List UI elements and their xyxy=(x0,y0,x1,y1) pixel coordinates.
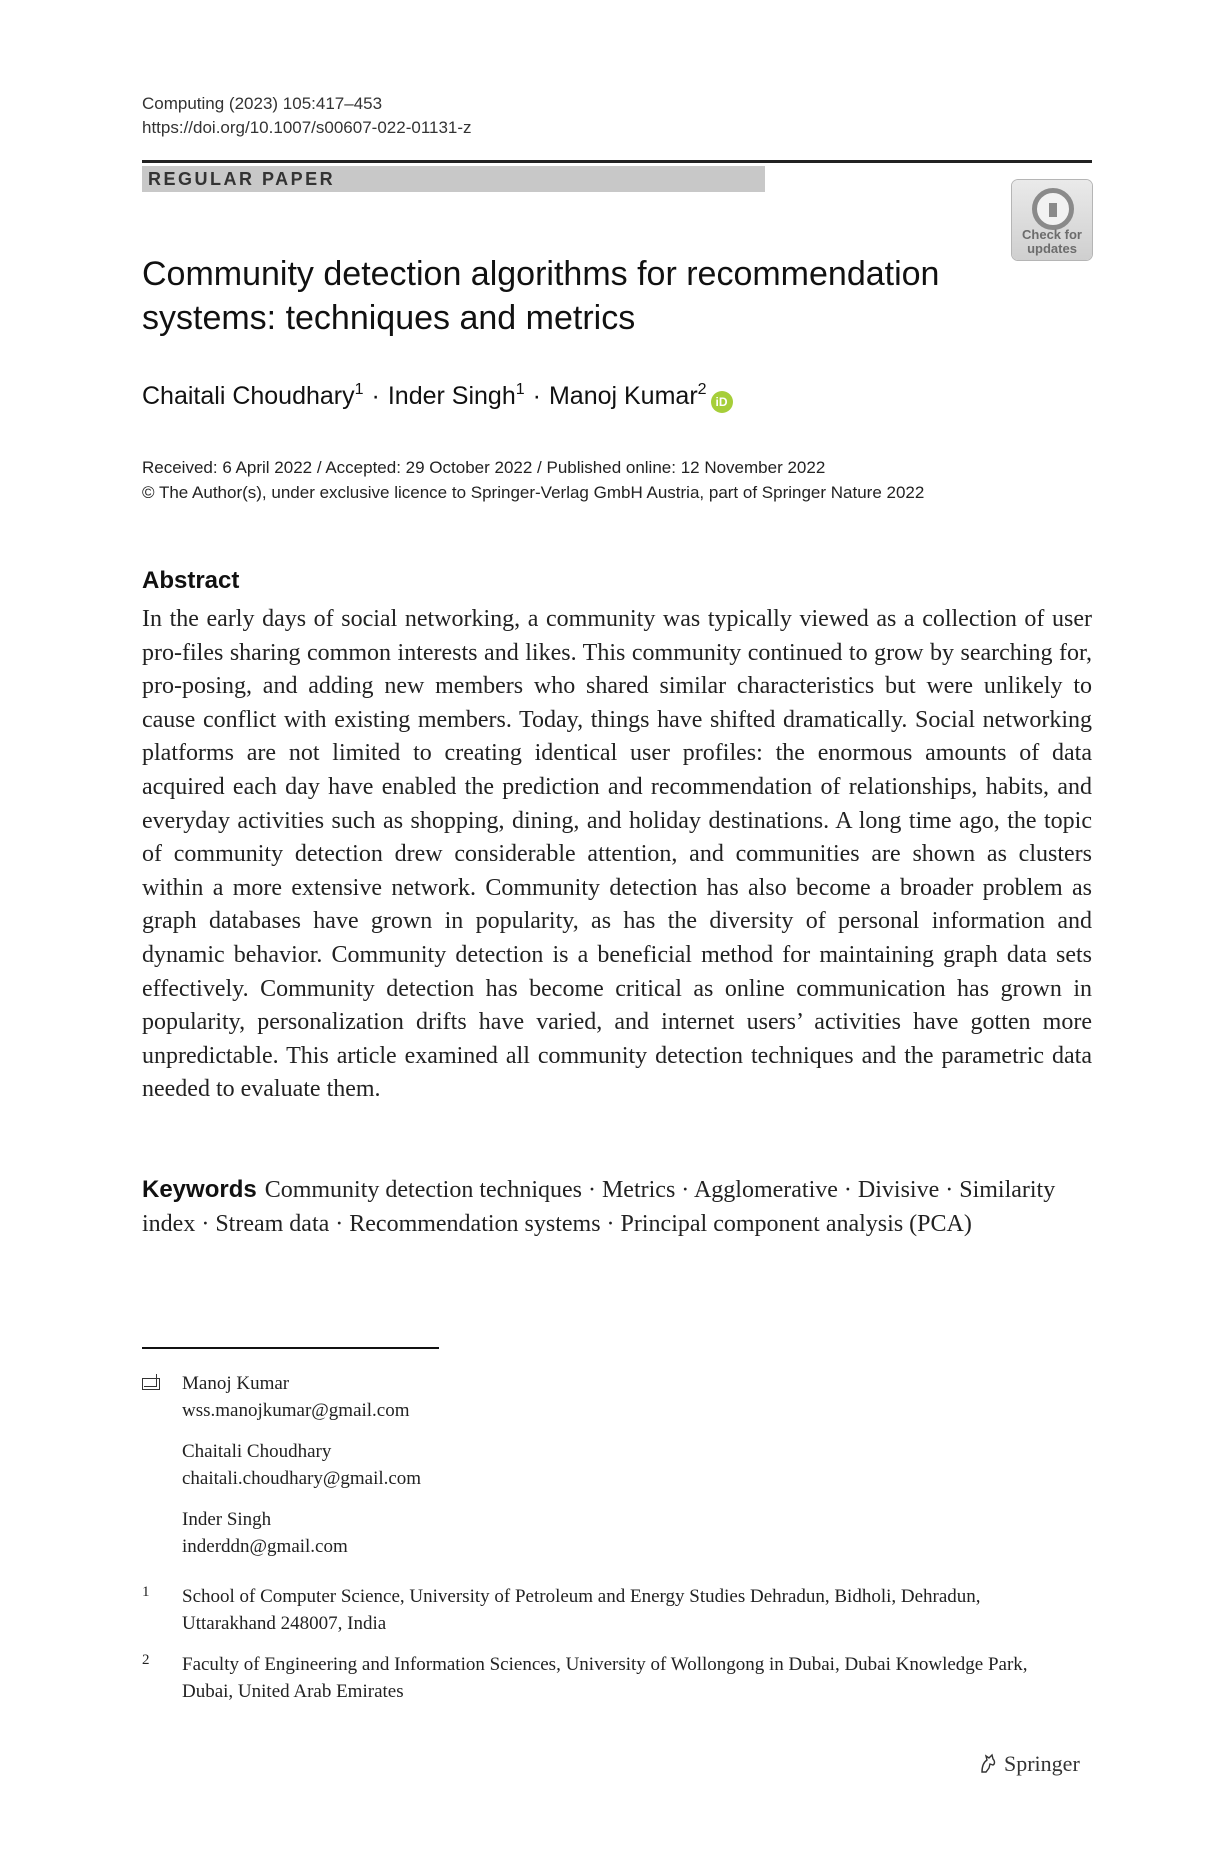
contact-email[interactable]: chaitali.choudhary@gmail.com xyxy=(182,1468,422,1489)
affiliation-text: Faculty of Engineering and Information Sciences, University of Wollongong in Dubai, Dubai Knowledge Park, Dubai, United Arab Emirates xyxy=(182,1654,1028,1702)
dates-line: Received: 6 April 2022 / Accepted: 29 October 2022 / Published online: 12 November 2022 xyxy=(142,458,826,477)
contact-entry xyxy=(182,1370,410,1424)
affiliation-number: 1 xyxy=(142,1584,150,1600)
check-updates-icon xyxy=(1032,188,1074,230)
contact-name: Inder Singh xyxy=(182,1509,272,1530)
keywords-section xyxy=(142,1173,1092,1241)
publisher-logo xyxy=(978,1751,1080,1777)
check-updates-label: Check for updates xyxy=(1022,227,1082,256)
header-rule xyxy=(142,160,1092,163)
affiliation-number: 2 xyxy=(142,1652,150,1668)
author-affiliation-mark: 1 xyxy=(354,381,364,398)
contact-email[interactable]: wss.manojkumar@gmail.com xyxy=(182,1400,410,1421)
contact-email[interactable]: inderddn@gmail.com xyxy=(182,1536,348,1557)
author-affiliation-mark: 1 xyxy=(515,381,525,398)
check-for-updates-badge[interactable] xyxy=(1012,180,1092,260)
author-name[interactable]: Chaitali Choudhary xyxy=(142,382,355,410)
contact-name: Chaitali Choudhary xyxy=(182,1441,332,1462)
journal-header xyxy=(142,92,472,140)
contact-name: Manoj Kumar xyxy=(182,1373,290,1394)
publisher-name: Springer xyxy=(1004,1751,1080,1776)
abstract-text: In the early days of social networking, a community was typically viewed as a collection of user pro-files sharing common interests and likes. This community continued to grow by searching for, pro-posing, and adding new members who shared similar characteristics but were unlikely to cause conflict with existing members. Today, things have shifted dramatically. Social networking platforms are not limited to creating identical user profiles: the enormous amounts of data acquired each day have enabled the prediction and recommendation of relationships, habits, and everyday activities such as shopping, dining, and holiday destinations. A long time ago, the topic of community detection drew considerable attention, and communities are shown as clusters within a more extensive network. Community detection has also become a broader problem as graph databases have grown in popularity, as has the diversity of personal information and dynamic behavior. Community detection is a beneficial method for maintaining graph data sets effectively. Community detection has become critical as online communication has grown in popularity, personalization drifts have varied, and internet users’ activities have gotten more unpredictable. This article examined all community detection techniques and the parametric data needed to evaluate them. xyxy=(142,606,1092,1103)
author-affiliation-mark: 2 xyxy=(697,381,707,398)
orcid-icon[interactable]: iD xyxy=(711,391,733,413)
author-name[interactable]: Manoj Kumar xyxy=(548,382,698,410)
paper-title: Community detection algorithms for recommendation systems: techniques and metrics xyxy=(142,255,940,337)
author-list: Chaitali Choudhary$^1$ · Inder Singh$^1$ · Manoj Kumar$^2$iD xyxy=(142,381,733,413)
footnote-rule xyxy=(142,1347,439,1349)
keywords-label: Keywords xyxy=(142,1176,257,1203)
contact-entry xyxy=(182,1506,348,1560)
author-name[interactable]: Inder Singh xyxy=(387,382,516,410)
journal-citation: Computing (2023) 105:417–453 xyxy=(142,94,383,113)
springer-horse-icon xyxy=(978,1752,998,1774)
article-type-banner xyxy=(142,166,765,192)
abstract-heading: Abstract xyxy=(142,567,240,594)
contact-entry xyxy=(182,1438,421,1492)
doi-link[interactable]: https://doi.org/10.1007/s00607-022-01131-z xyxy=(142,118,472,137)
affiliation-text: School of Computer Science, University of Petroleum and Energy Studies Dehradun, Bidholi, Dehradun, Uttarakhand 248007, India xyxy=(182,1586,981,1634)
copyright-line: © The Author(s), under exclusive licence to Springer-Verlag GmbH Austria, part of Springer Nature 2022 xyxy=(142,483,925,502)
publication-history xyxy=(142,455,924,505)
article-type-label: REGULAR PAPER xyxy=(148,169,336,189)
envelope-icon xyxy=(142,1378,160,1390)
keywords-text: Community detection techniques · Metrics · Agglomerative · Divisive · Similarity index · Stream data · Recommendation systems · Principal component analysis (PCA) xyxy=(142,1177,1056,1237)
